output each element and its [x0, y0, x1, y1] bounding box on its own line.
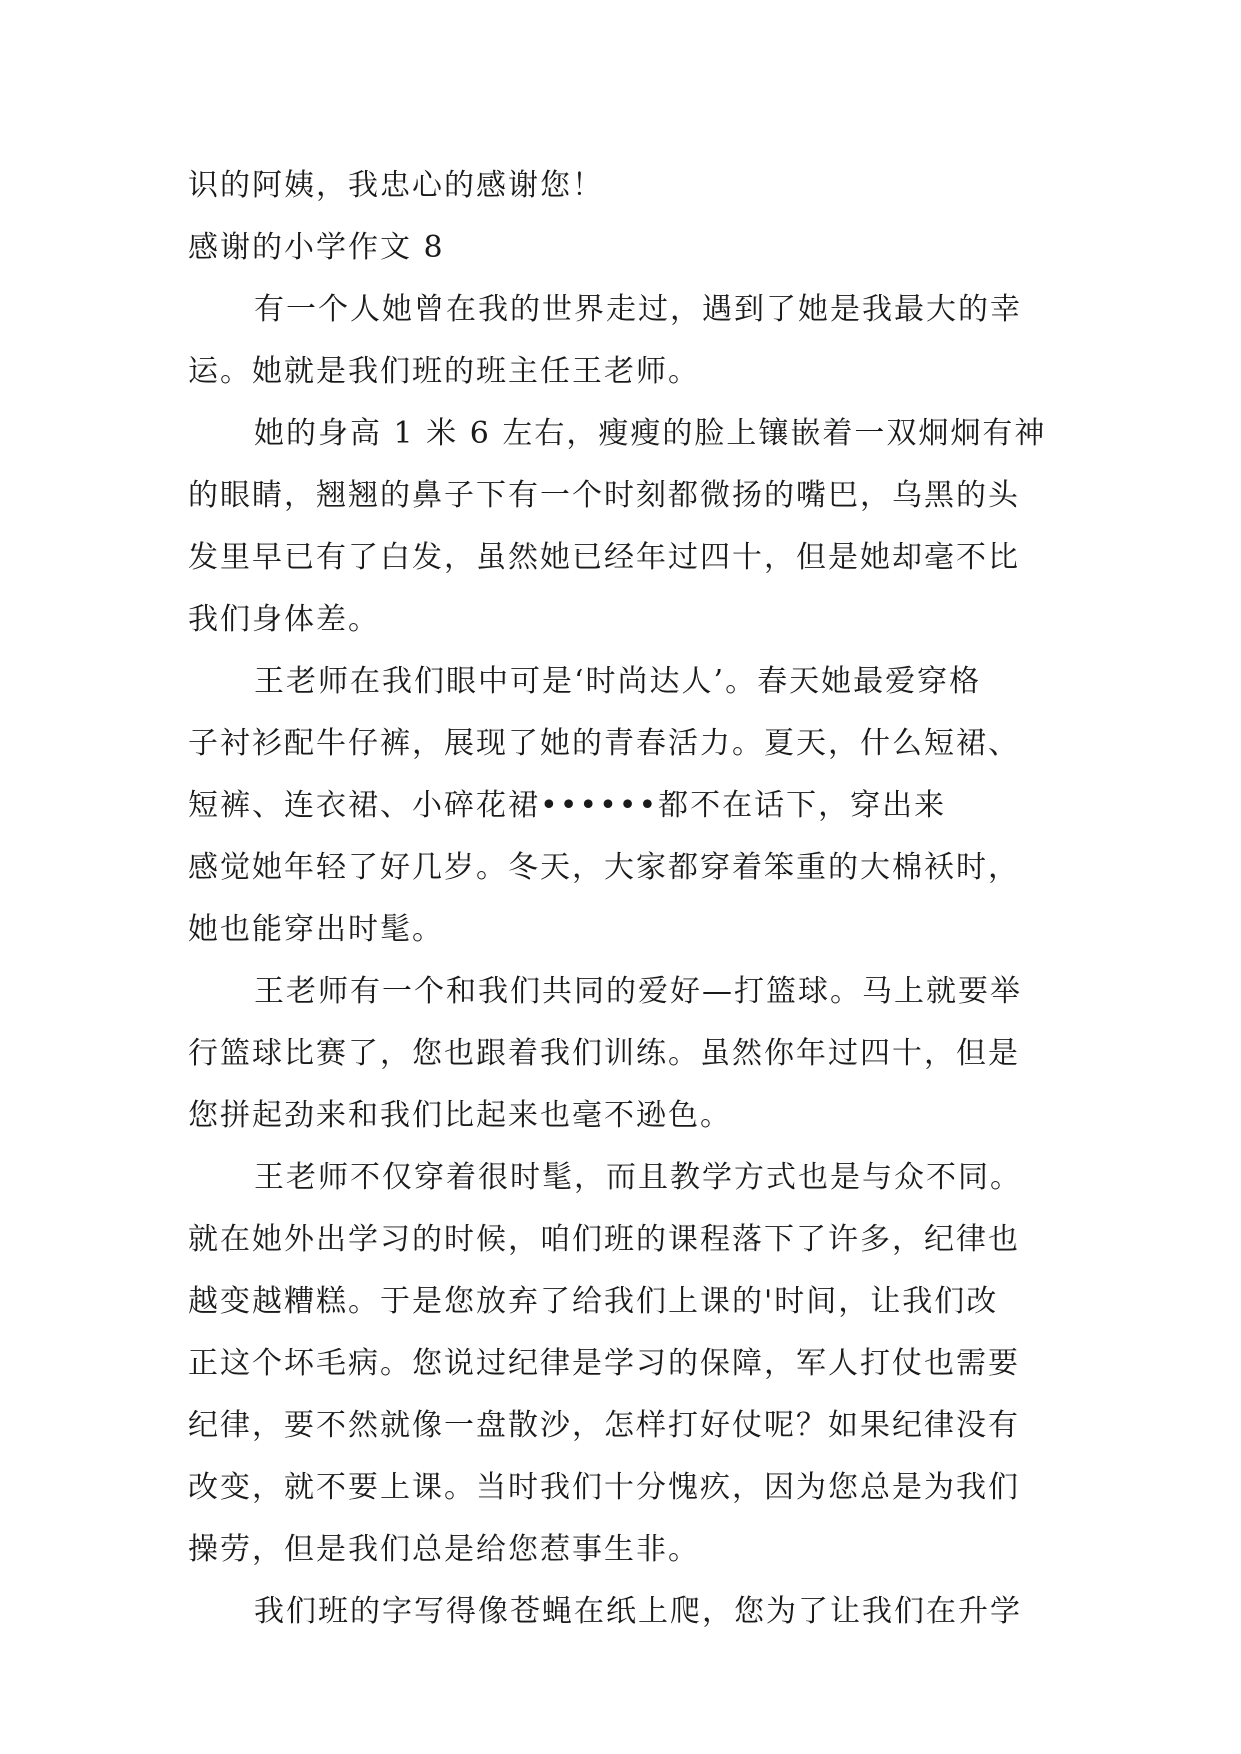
text-line: 识的阿姨，我忠心的感谢您！ — [188, 168, 604, 203]
text-line: 运。她就是我们班的班主任王老师。 — [188, 354, 700, 389]
text-line: 行篮球比赛了，您也跟着我们训练。虽然你年过四十，但是 — [188, 1036, 1020, 1071]
text-line: 纪律，要不然就像一盘散沙，怎样打好仗呢？如果纪律没有 — [188, 1408, 1020, 1443]
text-line: 王老师不仅穿着很时髦，而且教学方式也是与众不同。 — [254, 1160, 1022, 1195]
text-line: 改变，就不要上课。当时我们十分愧疚，因为您总是为我们 — [188, 1470, 1020, 1505]
text-line: 她的身高 1 米 6 左右，瘦瘦的脸上镶嵌着一双炯炯有神 — [254, 416, 1047, 451]
text-line: 短裤、连衣裙、小碎花裙••••••都不在话下，穿出来 — [188, 788, 947, 823]
section-title: 感谢的小学作文 8 — [188, 230, 445, 265]
text-line: 正这个坏毛病。您说过纪律是学习的保障，军人打仗也需要 — [188, 1346, 1020, 1381]
text-line: 王老师有一个和我们共同的爱好—打篮球。马上就要举 — [254, 974, 1022, 1009]
text-line: 子衬衫配牛仔裤，展现了她的青春活力。夏天，什么短裙、 — [188, 726, 1020, 761]
text-line: 发里早已有了白发，虽然她已经年过四十，但是她却毫不比 — [188, 540, 1020, 575]
text-line: 我们班的字写得像苍蝇在纸上爬，您为了让我们在升学 — [254, 1594, 1022, 1629]
text-line: 的眼睛，翘翘的鼻子下有一个时刻都微扬的嘴巴，乌黑的头 — [188, 478, 1020, 513]
text-line: 感觉她年轻了好几岁。冬天，大家都穿着笨重的大棉袄时， — [188, 850, 1020, 885]
text-line: 我们身体差。 — [188, 602, 380, 637]
text-line: 有一个人她曾在我的世界走过，遇到了她是我最大的幸 — [254, 292, 1022, 327]
text-line: 越变越糟糕。于是您放弃了给我们上课的'时间，让我们改 — [188, 1284, 999, 1319]
text-line: 就在她外出学习的时候，咱们班的课程落下了许多，纪律也 — [188, 1222, 1020, 1257]
text-line: 操劳，但是我们总是给您惹事生非。 — [188, 1532, 700, 1567]
text-line: 您拼起劲来和我们比起来也毫不逊色。 — [188, 1098, 732, 1133]
text-line: 她也能穿出时髦。 — [188, 912, 444, 947]
text-line: 王老师在我们眼中可是‘时尚达人’。春天她最爱穿格 — [254, 664, 982, 699]
